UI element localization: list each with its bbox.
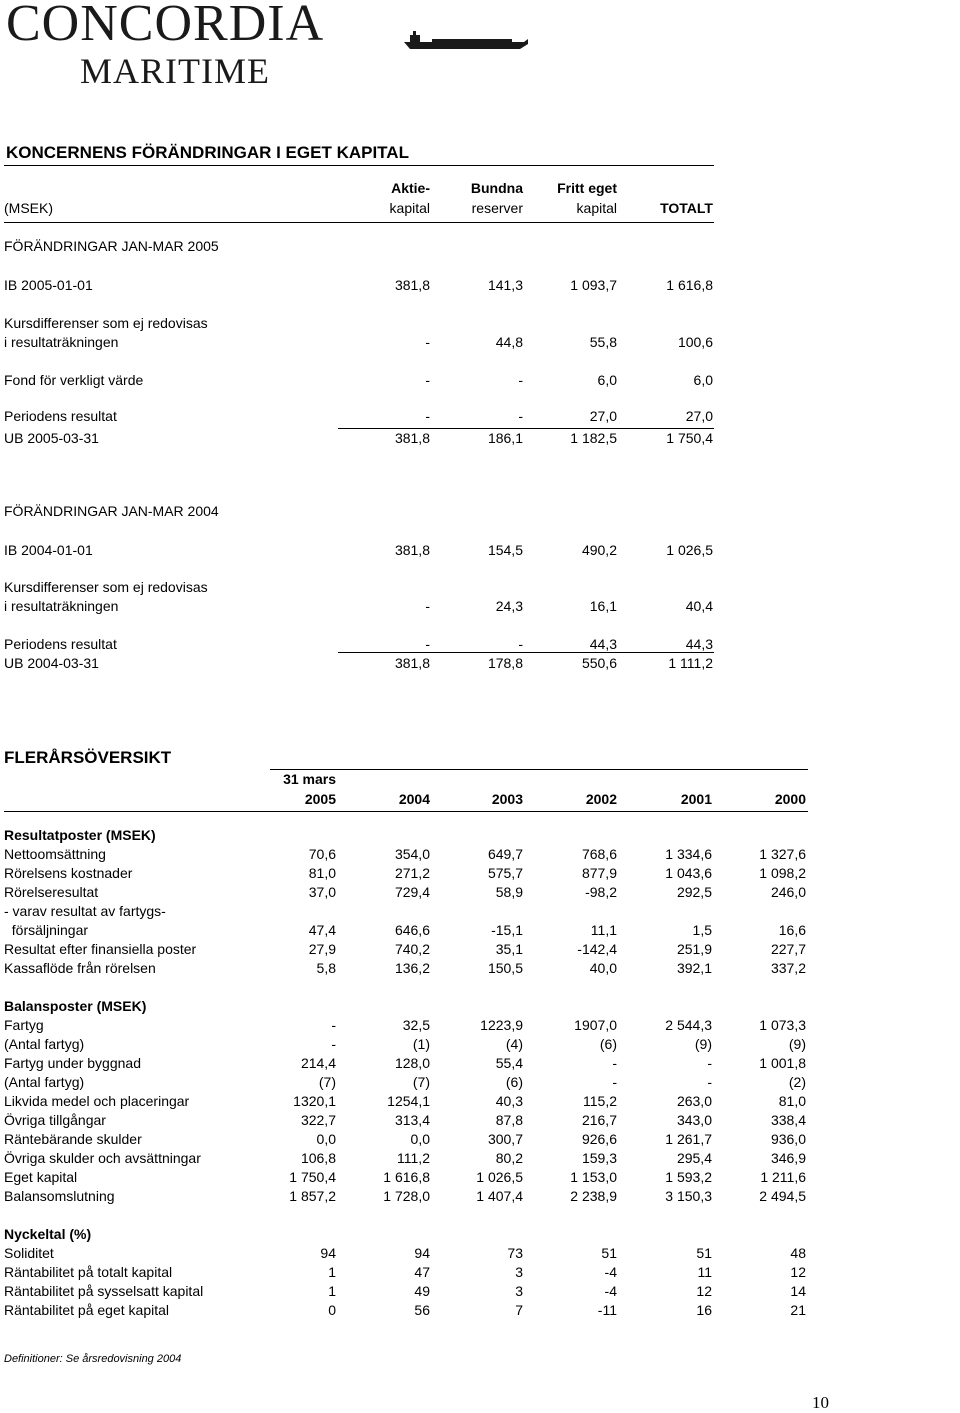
cell-value: 295,4 xyxy=(676,1150,712,1166)
cell-value: -11 xyxy=(597,1302,617,1318)
row-label: i resultaträkningen xyxy=(4,334,119,350)
cell-value: 3 xyxy=(515,1264,523,1280)
cell-value: 1 334,6 xyxy=(665,846,712,862)
cell-value: 646,6 xyxy=(394,922,430,938)
cell-value: 11,1 xyxy=(590,922,617,938)
column-header-line2: TOTALT xyxy=(660,200,713,216)
cell-value: 40,3 xyxy=(495,1093,523,1109)
header-rule xyxy=(4,222,714,223)
cell-value: 313,4 xyxy=(394,1112,430,1128)
column-header-line2: kapital xyxy=(576,200,617,216)
cell-value: 292,5 xyxy=(676,884,712,900)
cell-value: 354,0 xyxy=(394,846,430,862)
cell-value: 1 261,7 xyxy=(665,1131,712,1147)
period-label: 31 mars xyxy=(283,771,336,787)
cell-value: 1 026,5 xyxy=(666,542,713,558)
cell-value: 214,4 xyxy=(300,1055,336,1071)
cell-value: 6,0 xyxy=(597,372,617,388)
row-label: försäljningar xyxy=(4,922,89,938)
year-header: 2005 xyxy=(304,791,336,807)
row-label: IB 2005-01-01 xyxy=(4,277,93,293)
cell-value: 11 xyxy=(697,1264,712,1280)
cell-value: - xyxy=(612,1055,617,1071)
cell-value: 381,8 xyxy=(394,655,430,671)
cell-value: 381,8 xyxy=(394,430,430,446)
cell-value: 16,6 xyxy=(778,922,806,938)
cell-value: 47,4 xyxy=(308,922,336,938)
cell-value: 1 xyxy=(328,1283,336,1299)
group-heading: Resultatposter (MSEK) xyxy=(4,827,156,843)
cell-value: 1 182,5 xyxy=(570,430,617,446)
row-label: Fartyg xyxy=(4,1017,44,1033)
cell-value: - xyxy=(707,1055,712,1071)
row-label: i resultaträkningen xyxy=(4,598,119,614)
cell-value: 51 xyxy=(601,1245,617,1261)
cell-value: 128,0 xyxy=(394,1055,430,1071)
cell-value: (4) xyxy=(505,1036,523,1052)
row-label: Periodens resultat xyxy=(4,408,117,424)
cell-value: -15,1 xyxy=(491,922,523,938)
cell-value: 740,2 xyxy=(394,941,430,957)
cell-value: 1223,9 xyxy=(480,1017,523,1033)
sum-rule-2005 xyxy=(338,428,714,429)
cell-value: 37,0 xyxy=(308,884,336,900)
row-label: (Antal fartyg) xyxy=(4,1074,85,1090)
cell-value: 58,9 xyxy=(495,884,523,900)
cell-value: (6) xyxy=(599,1036,617,1052)
section-heading-2004: FÖRÄNDRINGAR JAN-MAR 2004 xyxy=(4,503,219,519)
cell-value: 56 xyxy=(414,1302,430,1318)
group-heading: Balansposter (MSEK) xyxy=(4,998,147,1014)
cell-value: 106,8 xyxy=(300,1150,336,1166)
cell-value: 44,3 xyxy=(685,636,713,652)
cell-value: 55,4 xyxy=(495,1055,523,1071)
cell-value: 12 xyxy=(790,1264,806,1280)
row-label: Periodens resultat xyxy=(4,636,117,652)
cell-value: 216,7 xyxy=(581,1112,617,1128)
cell-value: - xyxy=(518,636,523,652)
row-label: Eget kapital xyxy=(4,1169,78,1185)
cell-value: 55,8 xyxy=(589,334,617,350)
cell-value: 346,9 xyxy=(770,1150,806,1166)
cell-value: (7) xyxy=(412,1074,430,1090)
cell-value: 337,2 xyxy=(770,960,806,976)
unit-label: (MSEK) xyxy=(4,200,53,216)
cell-value: (2) xyxy=(788,1074,806,1090)
cell-value: - xyxy=(707,1074,712,1090)
row-label: - varav resultat av fartygs- xyxy=(4,903,166,919)
cell-value: 94 xyxy=(320,1245,336,1261)
cell-value: 2 238,9 xyxy=(570,1188,617,1204)
cell-value: 3 150,3 xyxy=(665,1188,712,1204)
cell-value: 1 750,4 xyxy=(666,430,713,446)
multi-year-title-rule xyxy=(270,769,808,770)
cell-value: 300,7 xyxy=(487,1131,523,1147)
cell-value: 80,2 xyxy=(495,1150,523,1166)
cell-value: 111,2 xyxy=(397,1150,430,1166)
cell-value: 263,0 xyxy=(676,1093,712,1109)
column-header-line2: kapital xyxy=(389,200,430,216)
row-label: Fartyg under byggnad xyxy=(4,1055,141,1071)
cell-value: 44,8 xyxy=(495,334,523,350)
column-header-line1: Fritt eget xyxy=(557,180,617,196)
cell-value: 381,8 xyxy=(394,277,430,293)
title-rule xyxy=(4,165,714,166)
cell-value: 1 616,8 xyxy=(666,277,713,293)
cell-value: 322,7 xyxy=(300,1112,336,1128)
cell-value: 81,0 xyxy=(778,1093,806,1109)
row-label: UB 2004-03-31 xyxy=(4,655,99,671)
cell-value: 0 xyxy=(328,1302,336,1318)
cell-value: (9) xyxy=(788,1036,806,1052)
row-label: Kassaflöde från rörelsen xyxy=(4,960,156,976)
cell-value: 1 001,8 xyxy=(759,1055,806,1071)
cell-value: 136,2 xyxy=(394,960,430,976)
cell-value: 159,3 xyxy=(581,1150,617,1166)
cell-value: 271,2 xyxy=(394,865,430,881)
cell-value: 1 327,6 xyxy=(759,846,806,862)
row-label: Räntabilitet på totalt kapital xyxy=(4,1264,173,1280)
cell-value: 6,0 xyxy=(693,372,713,388)
group-heading: Nyckeltal (%) xyxy=(4,1226,92,1242)
cell-value: 550,6 xyxy=(581,655,617,671)
section-heading-2005: FÖRÄNDRINGAR JAN-MAR 2005 xyxy=(4,238,219,254)
year-header: 2001 xyxy=(680,791,712,807)
row-label: Balansomslutning xyxy=(4,1188,115,1204)
company-logo-subtitle: MARITIME xyxy=(80,51,270,91)
row-label: Räntebärande skulder xyxy=(4,1131,142,1147)
cell-value: (9) xyxy=(694,1036,712,1052)
cell-value: 150,5 xyxy=(487,960,523,976)
page-number: 10 xyxy=(812,1393,829,1412)
year-header: 2002 xyxy=(585,791,617,807)
cell-value: 47 xyxy=(414,1264,430,1280)
cell-value: 16 xyxy=(696,1302,712,1318)
cell-value: -4 xyxy=(604,1264,617,1280)
cell-value: 251,9 xyxy=(676,941,712,957)
cell-value: 49 xyxy=(414,1283,430,1299)
cell-value: 1 857,2 xyxy=(289,1188,336,1204)
cell-value: 81,0 xyxy=(308,865,336,881)
cell-value: 381,8 xyxy=(394,542,430,558)
multi-year-title: FLERÅRSÖVERSIKT xyxy=(4,748,172,767)
row-label: IB 2004-01-01 xyxy=(4,542,93,558)
cell-value: - xyxy=(425,636,430,652)
row-label: Rörelseresultat xyxy=(4,884,99,900)
cell-value: 32,5 xyxy=(402,1017,430,1033)
cell-value: - xyxy=(331,1017,336,1033)
cell-value: 14 xyxy=(790,1283,806,1299)
cell-value: 490,2 xyxy=(581,542,617,558)
cell-value: 1 073,3 xyxy=(759,1017,806,1033)
cell-value: 227,7 xyxy=(770,941,806,957)
row-label: Fond för verkligt värde xyxy=(4,372,144,388)
row-label: Likvida medel och placeringar xyxy=(4,1093,190,1109)
row-label: Resultat efter finansiella poster xyxy=(4,941,197,957)
cell-value: 1 026,5 xyxy=(476,1169,523,1185)
cell-value: 51 xyxy=(696,1245,712,1261)
cell-value: 7 xyxy=(515,1302,523,1318)
row-label: Rörelsens kostnader xyxy=(4,865,133,881)
cell-value: 2 544,3 xyxy=(665,1017,712,1033)
cell-value: 1 728,0 xyxy=(383,1188,430,1204)
cell-value: 44,3 xyxy=(589,636,617,652)
cell-value: 877,9 xyxy=(581,865,617,881)
cell-value: -142,4 xyxy=(577,941,617,957)
cell-value: 178,8 xyxy=(487,655,523,671)
cell-value: 0,0 xyxy=(410,1131,430,1147)
cell-value: 1 593,2 xyxy=(665,1169,712,1185)
cell-value: 1254,1 xyxy=(387,1093,430,1109)
cell-value: 1 098,2 xyxy=(759,865,806,881)
cell-value: 2 494,5 xyxy=(759,1188,806,1204)
row-label: (Antal fartyg) xyxy=(4,1036,85,1052)
column-header-line1: Aktie- xyxy=(391,180,430,196)
ship-icon xyxy=(402,30,532,52)
cell-value: 338,4 xyxy=(770,1112,806,1128)
cell-value: 246,0 xyxy=(770,884,806,900)
year-header-rule xyxy=(4,811,808,812)
cell-value: (7) xyxy=(318,1074,336,1090)
cell-value: - xyxy=(612,1074,617,1090)
cell-value: 40,0 xyxy=(589,960,617,976)
cell-value: - xyxy=(425,334,430,350)
cell-value: 1 093,7 xyxy=(570,277,617,293)
cell-value: 186,1 xyxy=(487,430,523,446)
cell-value: 926,6 xyxy=(581,1131,617,1147)
cell-value: 12 xyxy=(696,1283,712,1299)
cell-value: (6) xyxy=(505,1074,523,1090)
cell-value: 1 616,8 xyxy=(383,1169,430,1185)
cell-value: 343,0 xyxy=(676,1112,712,1128)
cell-value: 21 xyxy=(790,1302,806,1318)
footnote: Definitioner: Se årsredovisning 2004 xyxy=(4,1353,182,1365)
row-label: Kursdifferenser som ej redovisas xyxy=(4,579,208,595)
cell-value: 1 750,4 xyxy=(289,1169,336,1185)
column-header-line1: Bundna xyxy=(470,180,523,196)
cell-value: - xyxy=(425,372,430,388)
cell-value: 936,0 xyxy=(770,1131,806,1147)
row-label: UB 2005-03-31 xyxy=(4,430,99,446)
row-label: Räntabilitet på sysselsatt kapital xyxy=(4,1283,204,1299)
cell-value: 1907,0 xyxy=(574,1017,617,1033)
cell-value: - xyxy=(331,1036,336,1052)
cell-value: 141,3 xyxy=(487,277,523,293)
row-label: Övriga skulder och avsättningar xyxy=(4,1150,201,1166)
cell-value: 48 xyxy=(790,1245,806,1261)
row-label: Soliditet xyxy=(4,1245,54,1261)
cell-value: - xyxy=(518,372,523,388)
cell-value: 1,5 xyxy=(692,922,712,938)
cell-value: 1 211,6 xyxy=(760,1169,806,1185)
year-header: 2000 xyxy=(774,791,806,807)
cell-value: -4 xyxy=(604,1283,617,1299)
column-header-line2: reserver xyxy=(471,200,523,216)
cell-value: 5,8 xyxy=(316,960,336,976)
cell-value: - xyxy=(518,408,523,424)
cell-value: 1 xyxy=(328,1264,336,1280)
cell-value: 94 xyxy=(414,1245,430,1261)
cell-value: 1 407,4 xyxy=(476,1188,523,1204)
cell-value: 392,1 xyxy=(676,960,712,976)
cell-value: 35,1 xyxy=(495,941,523,957)
cell-value: 24,3 xyxy=(495,598,523,614)
row-label: Övriga tillgångar xyxy=(4,1112,106,1128)
cell-value: 1 043,6 xyxy=(665,865,712,881)
row-label: Räntabilitet på eget kapital xyxy=(4,1302,169,1318)
year-header: 2004 xyxy=(398,791,430,807)
cell-value: - xyxy=(425,598,430,614)
cell-value: 3 xyxy=(515,1283,523,1299)
cell-value: 1 153,0 xyxy=(570,1169,617,1185)
cell-value: 0,0 xyxy=(316,1131,336,1147)
row-label: Kursdifferenser som ej redovisas xyxy=(4,315,208,331)
cell-value: 40,4 xyxy=(685,598,713,614)
cell-value: 73 xyxy=(507,1245,523,1261)
cell-value: 115,2 xyxy=(583,1093,617,1109)
cell-value: 100,6 xyxy=(677,334,713,350)
cell-value: - xyxy=(425,408,430,424)
cell-value: 649,7 xyxy=(487,846,523,862)
cell-value: (1) xyxy=(412,1036,430,1052)
cell-value: 27,0 xyxy=(685,408,713,424)
cell-value: -98,2 xyxy=(585,884,617,900)
sum-rule-2004 xyxy=(338,652,714,653)
cell-value: 768,6 xyxy=(581,846,617,862)
cell-value: 154,5 xyxy=(487,542,523,558)
cell-value: 729,4 xyxy=(394,884,430,900)
cell-value: 27,0 xyxy=(589,408,617,424)
year-header: 2003 xyxy=(491,791,523,807)
equity-title: KONCERNENS FÖRÄNDRINGAR I EGET KAPITAL xyxy=(6,143,409,162)
cell-value: 575,7 xyxy=(487,865,523,881)
cell-value: 87,8 xyxy=(495,1112,523,1128)
cell-value: 1320,1 xyxy=(293,1093,336,1109)
cell-value: 70,6 xyxy=(308,846,336,862)
cell-value: 1 111,2 xyxy=(668,655,713,671)
company-logo-wordmark: CONCORDIA xyxy=(6,0,325,52)
cell-value: 27,9 xyxy=(308,941,336,957)
row-label: Nettoomsättning xyxy=(4,846,106,862)
cell-value: 16,1 xyxy=(589,598,617,614)
